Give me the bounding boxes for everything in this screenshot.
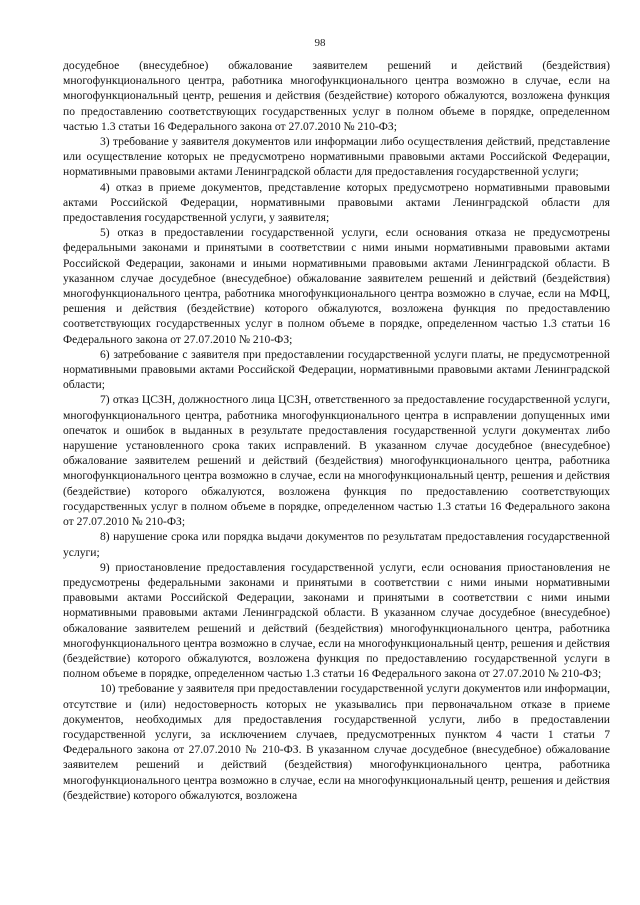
- paragraph-item-8: 8) нарушение срока или порядка выдачи документов по результатам предоставления государственной услуги;: [63, 530, 610, 559]
- paragraph-continuation: досудебное (внесудебное) обжалование заявителем решений и действий (бездействия) многофункционального центра, работника многофункционального центра возможно в случае, если на многофункциональный центр, решения и действия (бездействие) которого обжалуются, возложена функция по предоставлению соответствующих государственных услуг в полном объеме в порядке, определенном частью 1.3 статьи 16 Федерального закона от 27.07.2010 № 210-ФЗ;: [63, 59, 610, 133]
- paragraph-item-10: 10) требование у заявителя при предоставлении государственной услуги документов или информации, отсутствие и (или) недостоверность которых не указывались при первоначальном отказе в приеме документов, необходимых для предоставления государственной услуги, либо в предоставлении государственной услуги, за исключением случаев, предусмотренных пунктом 4 части 1 статьи 7 Федерального закона от 27.07.2010 № 210-ФЗ. В указанном случае досудебное (внесудебное) обжалование заявителем решений и действий (бездействия) многофункционального центра, работника многофункционального центра возможно в случае, если на многофункциональный центр, решения и действия (бездействие) которого обжалуются, возложена: [63, 682, 610, 802]
- paragraph-item-7: 7) отказ ЦСЗН, должностного лица ЦСЗН, ответственного за предоставление государственной услуги, многофункционального центра, работника многофункционального центра в исправлении допущенных ими опечаток и ошибок в выданных в результате предоставления государственной услуги документах либо нарушение установленного срока таких исправлений. В указанном случае досудебное (внесудебное) обжалование заявителем решений и действий (бездействия) многофункционального центра, работника многофункционального центра возможно в случае, если на многофункциональный центр, решения и действия (бездействие) которого обжалуются, возложена функция по предоставлению соответствующих государственных услуг в полном объеме в порядке, определенном частью 1.3 статьи 16 Федерального закона от 27.07.2010 № 210-ФЗ;: [63, 393, 610, 529]
- page-number: 98: [314, 37, 326, 49]
- paragraph-item-9: 9) приостановление предоставления государственной услуги, если основания приостановления не предусмотрены федеральными законами и принятыми в соответствии с ними иными нормативными правовыми актами Российской Федерации, законами и принятыми в соответствии с ними иными нормативными правовыми актами Ленинградской области. В указанном случае досудебное (внесудебное) обжалование заявителем решений и действий (бездействия) многофункционального центра, работника многофункционального центра возможно в случае, если на многофункциональный центр, решения и действия (бездействие) которого обжалуются, возложена функция по предоставлению государственной услуги в полном объеме в порядке, определенном частью 1.3 статьи 16 Федерального закона от 27.07.2010 № 210-ФЗ;: [63, 560, 610, 681]
- paragraph-item-4: 4) отказ в приеме документов, представление которых предусмотрено нормативными правовыми актами Российской Федерации, нормативными правовыми актами Ленинградской области для предоставления государственной услуги, у заявителя;: [63, 180, 610, 225]
- paragraph-item-3: 3) требование у заявителя документов или информации либо осуществления действий, представление или осуществление которых не предусмотрено нормативными правовыми актами Российской Федерации, нормативными правовыми актами Ленинградской области для предоставления государственной услуги;: [63, 135, 610, 179]
- document-body: [63, 58, 610, 803]
- paragraph-item-5: 5) отказ в предоставлении государственной услуги, если основания отказа не предусмотрены федеральными законами и принятыми в соответствии с ними иными нормативными правовыми актами Российской Федерации, законами и иными нормативными правовыми актами Ленинградской области. В указанном случае досудебное (внесудебное) обжалование заявителем решений и действий (бездействия) многофункционального центра, работника многофункционального центра возможно в случае, если на МФЦ, решения и действия (бездействие) которого обжалуются, возложена функция по предоставлению соответствующих государственных услуг в полном объеме в порядке, определенном частью 1.3 статьи 16 Федерального закона от 27.07.2010 № 210-ФЗ;: [63, 226, 610, 346]
- paragraph-item-6: 6) затребование с заявителя при предоставлении государственной услуги платы, не предусмотренной нормативными правовыми актами Российской Федерации, нормативными правовыми актами Ленинградской области;: [63, 347, 610, 392]
